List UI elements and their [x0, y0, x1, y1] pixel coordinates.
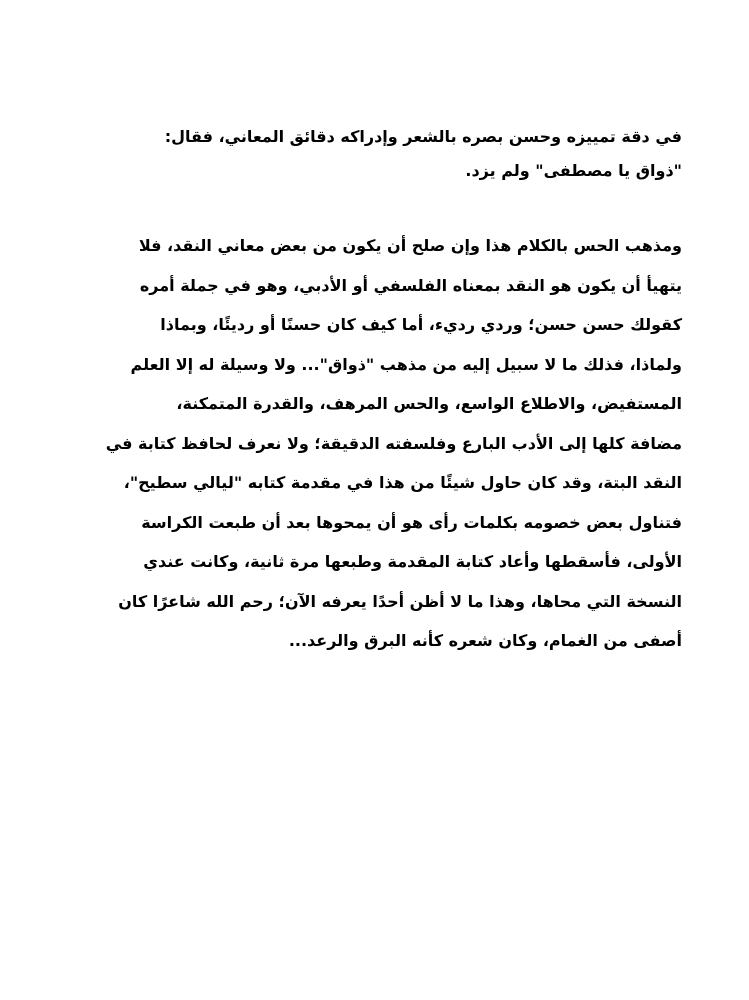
paragraph-line: "ذواق يا مصطفى" ولم يزد. [465, 161, 682, 180]
paragraph-line: فتناول بعض خصومه بكلمات رأى هو أن يمحوها بعد أن طبعت الكراسة [141, 512, 682, 532]
paragraph-line: ولماذا، فذلك ما لا سبيل إليه من مذهب "ذواق"... ولا وسيلة له إلا العلم [130, 354, 682, 374]
paragraph-line: ومذهب الحس بالكلام هذا وإن صلح أن يكون من بعض معاني النقد، فلا [138, 236, 682, 255]
paragraph-line: المستفيض، والاطلاع الواسع، والحس المرهف، والقدرة المتمكنة، [176, 394, 682, 413]
paragraph-1 [68, 120, 682, 188]
paragraph-line: أصفى من الغمام، وكان شعره كأنه البرق والرعد... [288, 631, 682, 650]
paragraph-line: الأولى، فأسقطها وأعاد كتابة المقدمة وطبعها مرة ثانية، وكانت عندي [143, 552, 682, 571]
paragraph-line: يتهيأ أن يكون هو النقد بمعناه الفلسفي أو الأدبي، وهو في جملة أمره [139, 275, 682, 295]
paragraph-line: مضافة كلها إلى الأدب البارع وفلسفته الدقيقة؛ ولا نعرف لحافظ كتابة في [105, 433, 682, 453]
paragraph-line: النسخة التي محاها، وهذا ما لا أظن أحدًا يعرفه الآن؛ رحم الله شاعرًا كان [118, 591, 682, 611]
paragraph-2 [68, 226, 682, 661]
paragraph-line: في دقة تمييزه وحسن بصره بالشعر وإدراكه دقائق المعاني، فقال: [164, 127, 682, 146]
paragraph-line: النقد البتة، وقد كان حاول شيئًا من هذا في مقدمة كتابه "ليالي سطيح"، [123, 473, 682, 492]
paragraph-line: كقولك حسن حسن؛ وردي رديء، أما كيف كان حسنًا أو رديئًا، وبماذا [160, 315, 682, 334]
